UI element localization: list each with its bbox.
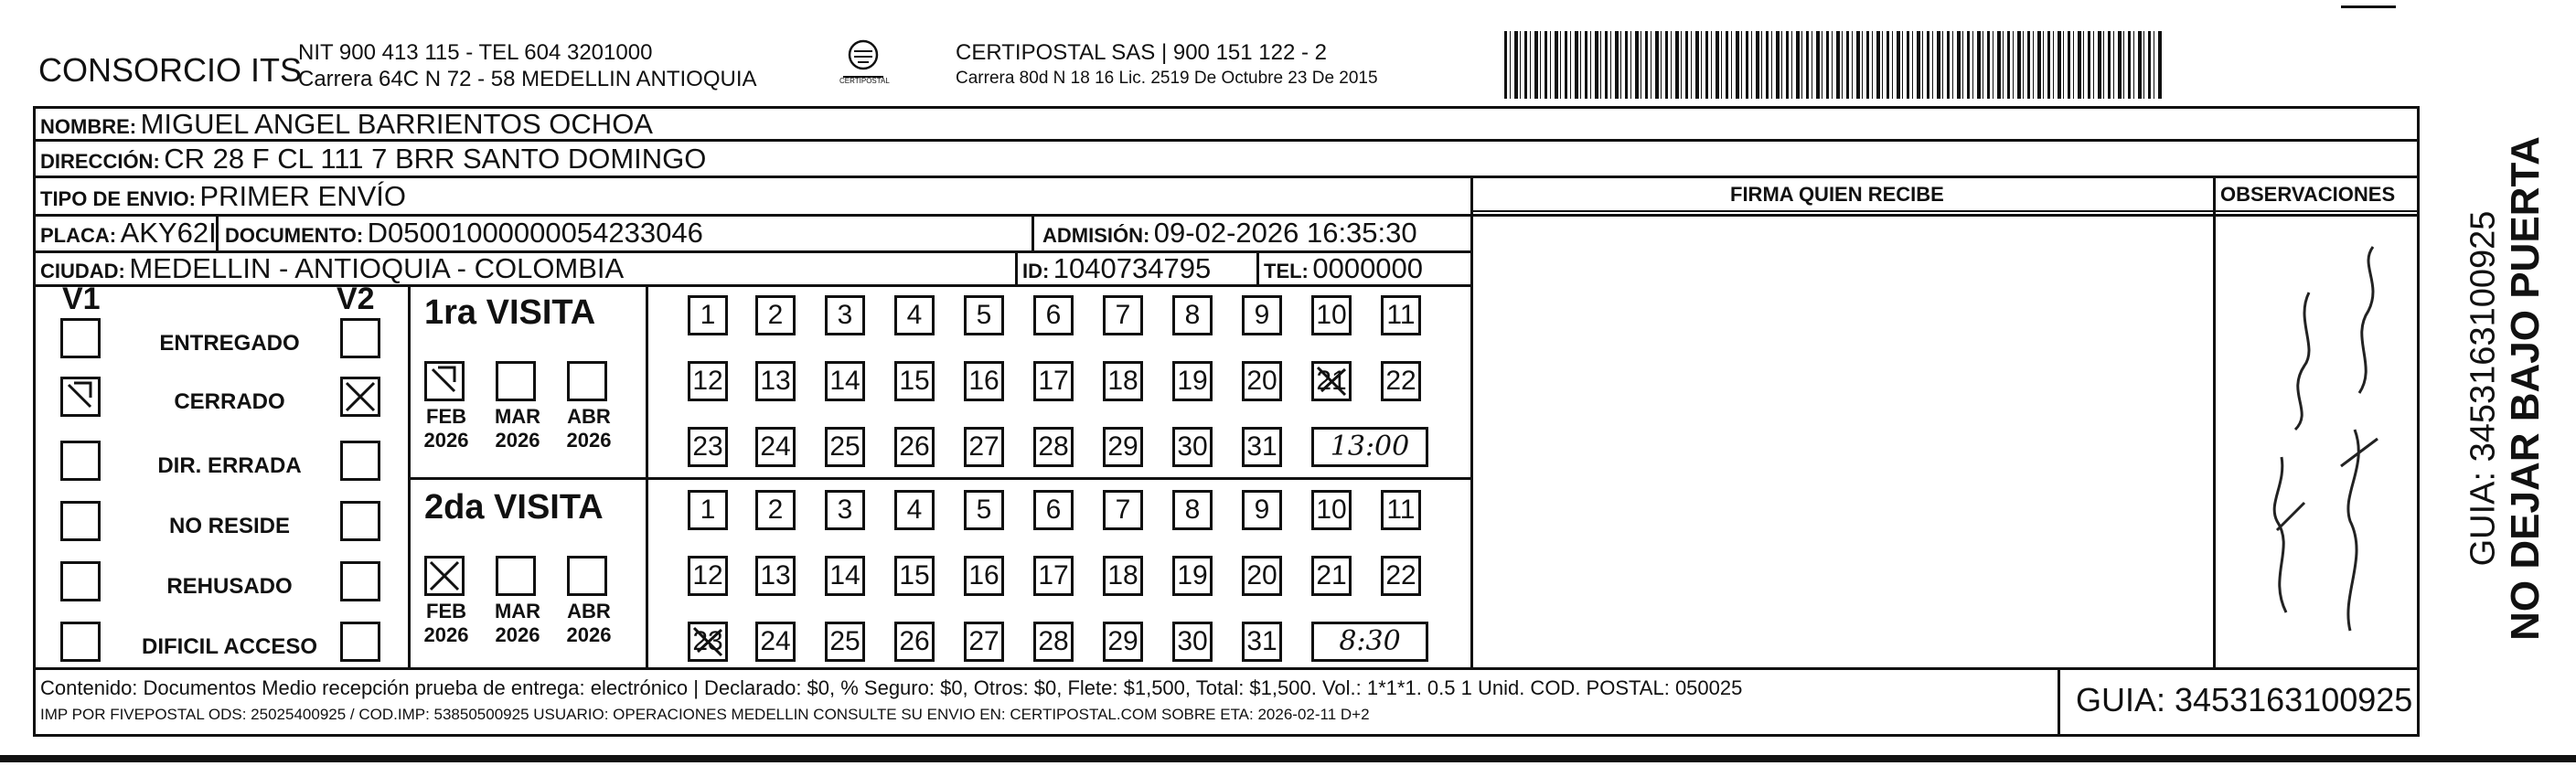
- day-number: 23: [692, 431, 723, 462]
- day-number: 18: [1107, 366, 1138, 396]
- corner-mark: [2341, 5, 2396, 8]
- day-number: 26: [899, 626, 930, 656]
- day-number: 1: [700, 300, 716, 330]
- day-box[interactable]: [1242, 556, 1282, 596]
- v1-checkbox[interactable]: [60, 318, 101, 358]
- check-mark-icon: [427, 364, 462, 399]
- day-number: 11: [1386, 495, 1416, 525]
- v1-label: V1: [62, 282, 101, 316]
- footer-guia-divider: [2058, 667, 2060, 737]
- day-number: 24: [760, 431, 791, 462]
- ciudad-field: [40, 252, 624, 285]
- status-label: CERRADO: [174, 389, 285, 414]
- day-number: 5: [976, 300, 992, 330]
- day-box[interactable]: [688, 490, 728, 530]
- handwritten-time: 8:30: [1339, 625, 1401, 657]
- nombre-label: NOMBRE:: [40, 115, 137, 138]
- v2-checkbox[interactable]: [340, 441, 380, 481]
- placa-value: AKY62I: [120, 217, 217, 249]
- day-number: 10: [1316, 300, 1347, 330]
- v2-checkbox[interactable]: [340, 622, 380, 662]
- day-number: 29: [1107, 626, 1138, 656]
- day-number: 20: [1246, 366, 1277, 396]
- day-box[interactable]: [825, 361, 865, 401]
- day-number: 18: [1107, 560, 1138, 590]
- month-checkbox[interactable]: [496, 361, 536, 401]
- v2-label: V2: [337, 282, 375, 316]
- visit-row-divider: [408, 477, 1470, 480]
- bottom-edge: [0, 755, 2576, 762]
- placa-field: [40, 217, 217, 250]
- v2-checkbox[interactable]: [340, 561, 380, 601]
- firma-label: FIRMA QUIEN RECIBE: [1730, 183, 1944, 206]
- day-box[interactable]: [688, 427, 728, 467]
- day-box[interactable]: [1172, 556, 1213, 596]
- status-divider: [408, 284, 411, 668]
- day-box[interactable]: [1033, 427, 1074, 467]
- observaciones-label: OBSERVACIONES: [2220, 183, 2396, 206]
- day-box[interactable]: [894, 556, 935, 596]
- day-number: 3: [837, 300, 853, 330]
- day-number: 17: [1038, 560, 1069, 590]
- direccion-field: [40, 143, 706, 176]
- day-box[interactable]: [1033, 295, 1074, 335]
- day-box[interactable]: [964, 490, 1004, 530]
- year-label: 2026: [423, 623, 469, 646]
- day-box[interactable]: [1172, 490, 1213, 530]
- visit-title: 2da VISITA: [424, 488, 604, 527]
- tel-divider: [1256, 250, 1259, 284]
- day-number: 30: [1177, 431, 1208, 462]
- documento-field: [225, 217, 703, 250]
- id-divider: [1015, 250, 1018, 284]
- day-box[interactable]: [688, 295, 728, 335]
- day-box[interactable]: [964, 295, 1004, 335]
- carrier-address: Carrera 80d N 18 16 Lic. 2519 De Octubre 23 De 2015: [956, 69, 1378, 88]
- year-label: 2026: [566, 623, 612, 646]
- day-box[interactable]: [1033, 556, 1074, 596]
- day-number: 28: [1038, 626, 1069, 656]
- day-number: 24: [760, 626, 791, 656]
- admision-field: [1042, 217, 1417, 250]
- day-number: 8: [1184, 495, 1201, 525]
- day-box[interactable]: [688, 622, 728, 662]
- day-number: 9: [1254, 495, 1270, 525]
- day-box[interactable]: [1172, 361, 1213, 401]
- direccion-label: DIRECCIÓN:: [40, 150, 160, 173]
- tipo-value: PRIMER ENVÍO: [199, 180, 407, 212]
- month-checkbox[interactable]: [496, 556, 536, 596]
- month-checkbox[interactable]: [567, 556, 607, 596]
- month-checkbox[interactable]: [424, 556, 465, 596]
- day-number: 19: [1177, 366, 1208, 396]
- handwritten-time-box[interactable]: [1311, 427, 1428, 467]
- day-box[interactable]: [1381, 295, 1421, 335]
- company-name: CONSORCIO ITS: [38, 51, 303, 89]
- day-box[interactable]: [894, 622, 935, 662]
- footer-line2: IMP POR FIVEPOSTAL ODS: 25025400925 / COD.IMP: 53850500925 USUARIO: OPERACIONES MEDELLIN CONSULTE SU ENVIO EN: CERTIPOSTAL.COM SOBRE ETA: 2026-02-11 D+2: [40, 706, 1370, 723]
- handwritten-time-box[interactable]: [1311, 622, 1428, 662]
- ciudad-value: MEDELLIN - ANTIOQUIA - COLOMBIA: [129, 252, 625, 284]
- day-number: 14: [829, 366, 860, 396]
- day-box[interactable]: [1103, 427, 1143, 467]
- admision-divider: [1031, 214, 1034, 250]
- day-number: 6: [1045, 300, 1062, 330]
- day-box[interactable]: [1242, 622, 1282, 662]
- v1-checkbox[interactable]: [60, 561, 101, 601]
- day-number: 10: [1316, 495, 1347, 525]
- firma-divider: [1470, 176, 1473, 669]
- day-number: 22: [1385, 366, 1416, 396]
- year-label: 2026: [423, 429, 469, 452]
- day-number: 30: [1177, 626, 1208, 656]
- day-number: 29: [1107, 431, 1138, 462]
- day-box[interactable]: [825, 622, 865, 662]
- documento-label: DOCUMENTO:: [225, 224, 364, 247]
- day-box[interactable]: [688, 556, 728, 596]
- day-number: 9: [1254, 300, 1270, 330]
- month-checkbox[interactable]: [567, 361, 607, 401]
- day-number: 21: [1316, 366, 1347, 396]
- check-mark-icon: [343, 379, 378, 414]
- day-box[interactable]: [894, 361, 935, 401]
- status-label: NO RESIDE: [168, 514, 291, 538]
- day-box[interactable]: [964, 556, 1004, 596]
- day-number: 6: [1045, 495, 1062, 525]
- row-divider: [33, 667, 2420, 670]
- day-number: 27: [968, 626, 999, 656]
- day-number: 8: [1184, 300, 1201, 330]
- day-number: 21: [1316, 560, 1347, 590]
- direccion-value: CR 28 F CL 111 7 BRR SANTO DOMINGO: [164, 143, 707, 175]
- day-number: 16: [968, 560, 999, 590]
- month-label: FEB: [426, 405, 466, 428]
- id-value: 1040734795: [1053, 252, 1212, 284]
- day-box[interactable]: [964, 427, 1004, 467]
- day-number: 1: [700, 495, 716, 525]
- carrier-name: CERTIPOSTAL SAS | 900 151 122 - 2: [956, 40, 1327, 65]
- day-number: 15: [899, 560, 930, 590]
- day-box[interactable]: [1381, 490, 1421, 530]
- day-number: 7: [1115, 300, 1131, 330]
- day-number: 28: [1038, 431, 1069, 462]
- year-label: 2026: [495, 429, 540, 452]
- tel-label: TEL:: [1264, 260, 1309, 282]
- visit-divider: [646, 284, 648, 668]
- day-number: 5: [976, 495, 992, 525]
- year-label: 2026: [566, 429, 612, 452]
- v1-checkbox[interactable]: [60, 622, 101, 662]
- admision-value: 09-02-2026 16:35:30: [1153, 217, 1417, 249]
- day-number: 12: [692, 366, 723, 396]
- day-number: 20: [1246, 560, 1277, 590]
- day-box[interactable]: [755, 622, 796, 662]
- tipo-label: TIPO DE ENVIO:: [40, 187, 196, 210]
- day-number: 12: [692, 560, 723, 590]
- day-number: 16: [968, 366, 999, 396]
- day-box[interactable]: [894, 427, 935, 467]
- day-box[interactable]: [1381, 556, 1421, 596]
- day-box[interactable]: [825, 556, 865, 596]
- tel-field: [1264, 252, 1423, 285]
- day-box[interactable]: [825, 490, 865, 530]
- v1-checkbox[interactable]: [60, 441, 101, 481]
- v2-checkbox[interactable]: [340, 501, 380, 541]
- day-box[interactable]: [1172, 427, 1213, 467]
- day-number: 25: [829, 431, 860, 462]
- day-box[interactable]: [1103, 556, 1143, 596]
- day-number: 14: [829, 560, 860, 590]
- barcode: [1504, 31, 2163, 99]
- status-label: DIR. ERRADA: [157, 453, 302, 478]
- day-number: 3: [837, 495, 853, 525]
- v1-checkbox[interactable]: [60, 377, 101, 417]
- day-box[interactable]: [1242, 361, 1282, 401]
- day-number: 26: [899, 431, 930, 462]
- obs-header-divider: [1470, 210, 2420, 212]
- v2-checkbox[interactable]: [340, 377, 380, 417]
- nombre-field: [40, 108, 653, 141]
- check-mark-icon: [63, 379, 98, 414]
- visit-title: 1ra VISITA: [424, 293, 596, 332]
- company-address: Carrera 64C N 72 - 58 MEDELLIN ANTIOQUIA: [298, 67, 757, 91]
- ciudad-label: CIUDAD:: [40, 260, 125, 282]
- day-mark-icon: [690, 624, 725, 659]
- day-box[interactable]: [1103, 622, 1143, 662]
- row-divider: [33, 176, 2420, 178]
- day-box[interactable]: [1311, 361, 1352, 401]
- day-box[interactable]: [964, 361, 1004, 401]
- id-field: [1022, 252, 1211, 285]
- day-mark-icon: [1314, 364, 1349, 399]
- company-nit: NIT 900 413 115 - TEL 604 3201000: [298, 40, 653, 65]
- side-guia: GUIA: 3453163100925: [2464, 210, 2503, 567]
- status-label: REHUSADO: [166, 574, 293, 599]
- day-number: 13: [760, 560, 791, 590]
- documento-value: D05001000000054233046: [367, 217, 703, 249]
- day-number: 7: [1115, 495, 1131, 525]
- placa-label: PLACA:: [40, 224, 117, 247]
- id-label: ID:: [1022, 260, 1050, 282]
- day-box[interactable]: [755, 427, 796, 467]
- day-number: 25: [829, 626, 860, 656]
- day-number: 2: [767, 300, 784, 330]
- month-label: MAR: [494, 405, 541, 428]
- day-box[interactable]: [1242, 295, 1282, 335]
- day-box[interactable]: [825, 427, 865, 467]
- nombre-value: MIGUEL ANGEL BARRIENTOS OCHOA: [140, 108, 653, 140]
- day-box[interactable]: [1242, 490, 1282, 530]
- month-label: ABR: [567, 405, 611, 428]
- day-box[interactable]: [964, 622, 1004, 662]
- footer-guia: GUIA: 3453163100925: [2076, 681, 2413, 718]
- month-label: ABR: [567, 600, 611, 622]
- day-number: 13: [760, 366, 791, 396]
- observaciones-handwriting: [2231, 229, 2405, 658]
- day-number: 11: [1386, 300, 1416, 330]
- day-box[interactable]: [1103, 361, 1143, 401]
- day-number: 27: [968, 431, 999, 462]
- side-warning: NO DEJAR BAJO PUERTA: [2503, 136, 2548, 641]
- day-box[interactable]: [755, 490, 796, 530]
- month-label: MAR: [494, 600, 541, 622]
- day-box[interactable]: [1242, 427, 1282, 467]
- day-box[interactable]: [1311, 490, 1352, 530]
- v2-checkbox[interactable]: [340, 318, 380, 358]
- day-box[interactable]: [755, 556, 796, 596]
- day-box[interactable]: [755, 361, 796, 401]
- day-box[interactable]: [1033, 361, 1074, 401]
- day-box[interactable]: [894, 490, 935, 530]
- day-box[interactable]: [894, 295, 935, 335]
- day-box[interactable]: [755, 295, 796, 335]
- day-box[interactable]: [688, 361, 728, 401]
- day-number: 31: [1246, 626, 1277, 656]
- day-box[interactable]: [1103, 295, 1143, 335]
- day-box[interactable]: [1172, 295, 1213, 335]
- day-number: 2: [767, 495, 784, 525]
- status-label: ENTREGADO: [159, 331, 300, 356]
- day-box[interactable]: [1311, 556, 1352, 596]
- day-number: 17: [1038, 366, 1069, 396]
- day-box[interactable]: [1311, 295, 1352, 335]
- day-box[interactable]: [1033, 622, 1074, 662]
- month-label: FEB: [426, 600, 466, 622]
- day-number: 22: [1385, 560, 1416, 590]
- day-number: 4: [906, 495, 923, 525]
- handwritten-time: 13:00: [1330, 431, 1410, 463]
- day-box[interactable]: [1381, 361, 1421, 401]
- tipo-field: [40, 180, 406, 213]
- day-box[interactable]: [1172, 622, 1213, 662]
- footer-line1: Contenido: Documentos Medio recepción prueba de entrega: electrónico | Declarado: $0, % Seguro: $0, Otros: $0, Flete: $1,500, Total: $1,500. Vol.: 1*1*1. 0.5 1 Unid. COD. POSTAL: 050025: [40, 676, 1743, 699]
- year-label: 2026: [495, 623, 540, 646]
- day-number: 23: [692, 626, 723, 656]
- admision-label: ADMISIÓN:: [1042, 224, 1150, 247]
- certipostal-logo-text: CERTIPOSTAL: [839, 77, 890, 85]
- day-number: 4: [906, 300, 923, 330]
- day-box[interactable]: [1033, 490, 1074, 530]
- obs-divider: [2213, 176, 2216, 669]
- check-mark-icon: [427, 559, 462, 593]
- month-checkbox[interactable]: [424, 361, 465, 401]
- day-number: 15: [899, 366, 930, 396]
- day-number: 19: [1177, 560, 1208, 590]
- day-number: 31: [1246, 431, 1277, 462]
- day-box[interactable]: [1103, 490, 1143, 530]
- status-label: DIFICIL ACCESO: [141, 634, 317, 659]
- v1-checkbox[interactable]: [60, 501, 101, 541]
- day-box[interactable]: [825, 295, 865, 335]
- tel-value: 0000000: [1312, 252, 1424, 284]
